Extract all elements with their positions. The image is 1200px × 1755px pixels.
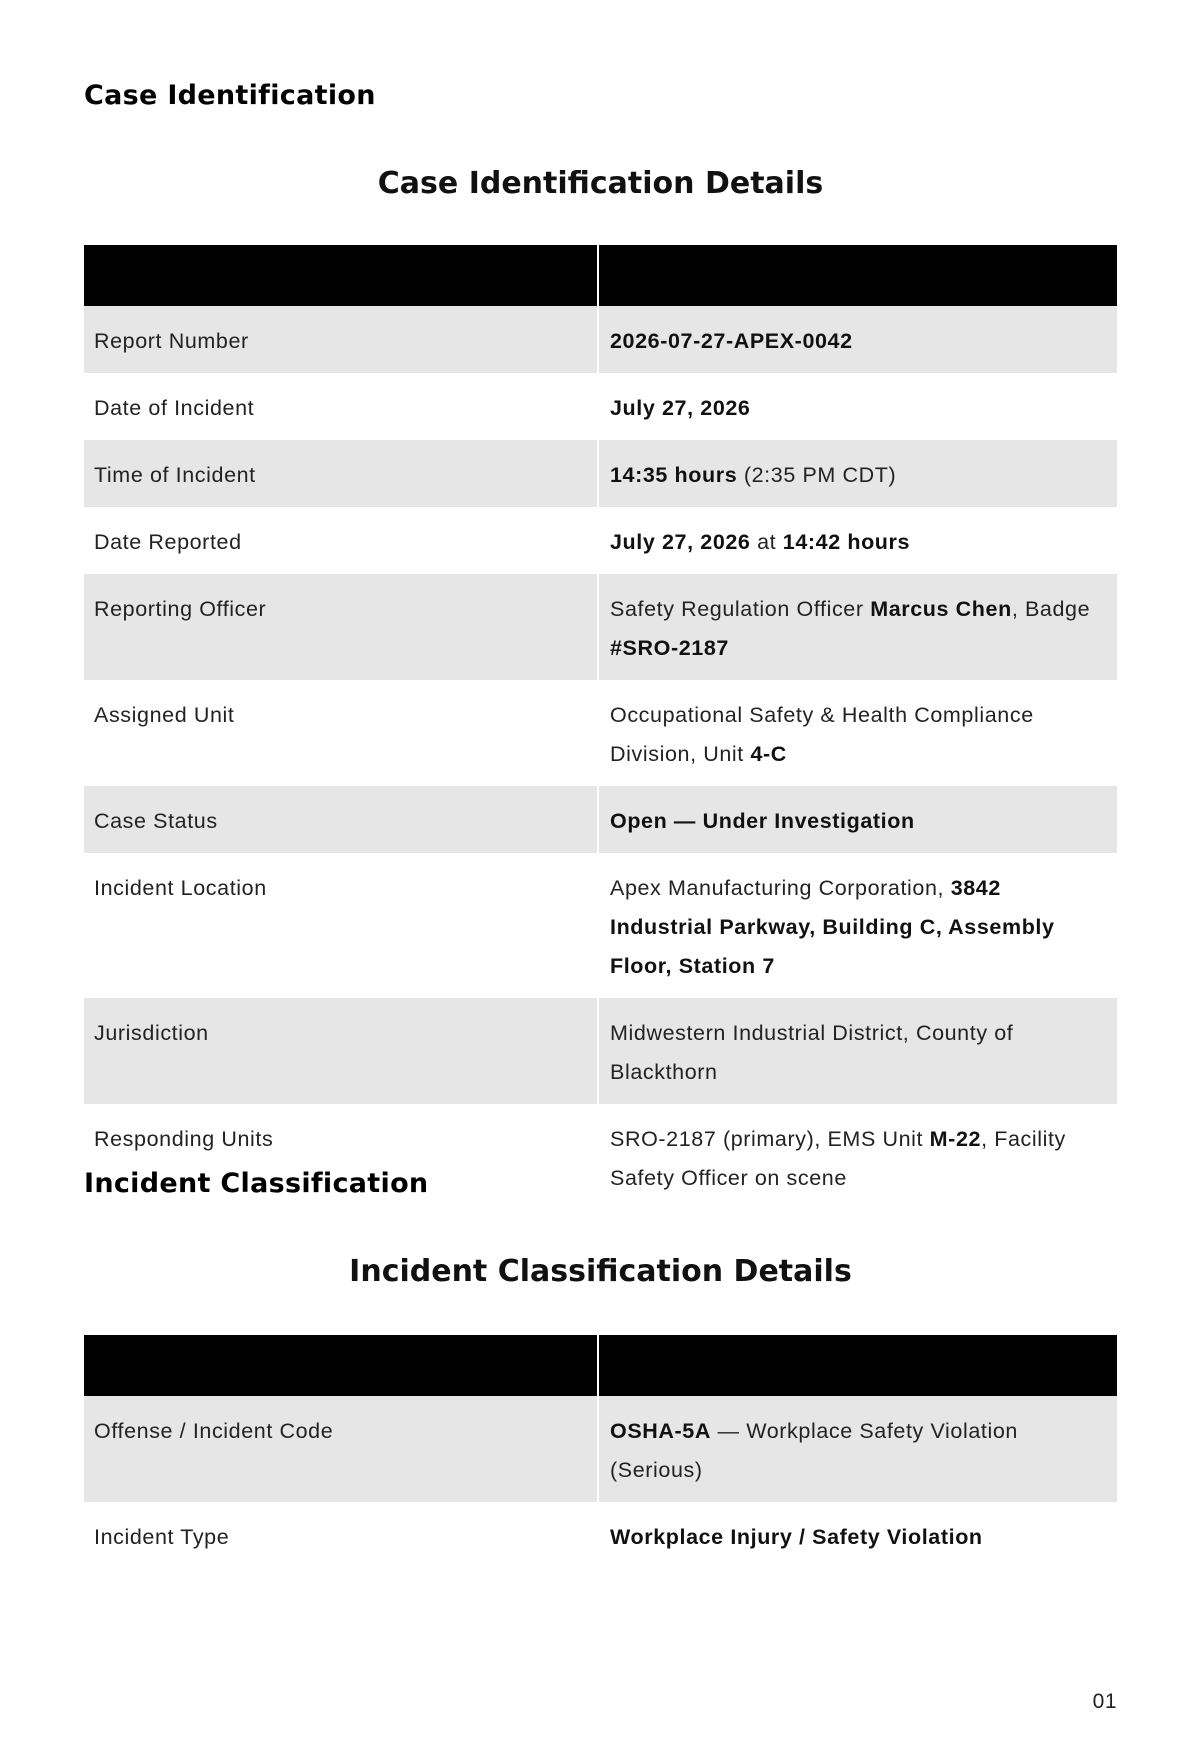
value-text: — Workplace Safety Violation (Serious) — [610, 1419, 1018, 1482]
header-cell — [84, 1335, 598, 1396]
table-header — [84, 1335, 1117, 1396]
row-label: Responding Units — [84, 1104, 598, 1210]
row-value — [598, 998, 1117, 1104]
table-row — [84, 1396, 1117, 1502]
table-row — [84, 306, 1117, 373]
section-heading-incident-classification: Incident Classification — [84, 1168, 429, 1199]
row-value — [598, 853, 1117, 998]
value-emphasis: July 27, 2026 — [610, 396, 751, 420]
table-row — [84, 786, 1117, 853]
row-label: Reporting Officer — [84, 574, 598, 680]
value-emphasis: 3842 Industrial Parkway, Building C, Assembly Floor, Station 7 — [610, 876, 1055, 978]
header-cell — [84, 245, 598, 306]
value-text: , Facility Safety Officer on scene — [610, 1127, 1066, 1190]
row-label: Offense / Incident Code — [84, 1396, 598, 1502]
row-label: Date of Incident — [84, 373, 598, 440]
table-title-case-identification: Case Identification Details — [377, 166, 824, 201]
row-label: Incident Location — [84, 853, 598, 998]
value-text: Midwestern Industrial District, County of Blackthorn — [610, 1021, 1014, 1084]
value-text: Occupational Safety & Health Compliance Division, Unit — [610, 703, 1034, 766]
value-emphasis: 4-C — [750, 742, 787, 766]
table-header — [84, 245, 1117, 306]
value-emphasis: 14:35 hours — [610, 463, 738, 487]
value-text: at — [750, 530, 783, 554]
page-number: 01 — [1092, 1690, 1117, 1713]
header-cell — [598, 245, 1117, 306]
value-emphasis: Workplace Injury / Safety Violation — [610, 1525, 983, 1549]
header-cell — [598, 1335, 1117, 1396]
value-text: Apex Manufacturing Corporation, — [610, 876, 951, 900]
row-value — [598, 1502, 1117, 1569]
table-body — [84, 306, 1117, 1210]
row-value — [598, 680, 1117, 786]
table-row — [84, 853, 1117, 998]
row-value — [598, 440, 1117, 507]
value-text: , Badge — [1011, 597, 1091, 621]
row-value — [598, 574, 1117, 680]
table-row — [84, 440, 1117, 507]
table-row — [84, 998, 1117, 1104]
value-emphasis: OSHA-5A — [610, 1419, 711, 1443]
section-heading-case-identification: Case Identification — [84, 80, 376, 111]
row-value — [598, 1396, 1117, 1502]
case-identification-table — [84, 245, 1117, 1210]
row-label: Report Number — [84, 306, 598, 373]
value-text: Safety Regulation Officer — [610, 597, 871, 621]
table-row — [84, 507, 1117, 574]
table-row — [84, 1502, 1117, 1569]
table-title-incident-classification: Incident Classification Details — [349, 1254, 852, 1289]
value-emphasis: M-22 — [929, 1127, 982, 1151]
row-value — [598, 373, 1117, 440]
row-label: Jurisdiction — [84, 998, 598, 1104]
row-value — [598, 786, 1117, 853]
value-emphasis: 2026-07-27-APEX-0042 — [610, 329, 853, 353]
value-emphasis: Marcus Chen — [870, 597, 1012, 621]
row-value — [598, 507, 1117, 574]
table-row — [84, 574, 1117, 680]
value-emphasis: Open — Under Investigation — [610, 809, 915, 833]
row-label: Assigned Unit — [84, 680, 598, 786]
row-value — [598, 1104, 1117, 1210]
table-row — [84, 373, 1117, 440]
row-label: Time of Incident — [84, 440, 598, 507]
table-body — [84, 1396, 1117, 1569]
row-label: Case Status — [84, 786, 598, 853]
row-label: Date Reported — [84, 507, 598, 574]
value-text: SRO-2187 (primary), EMS Unit — [610, 1127, 930, 1151]
value-emphasis: #SRO-2187 — [610, 636, 729, 660]
row-label: Incident Type — [84, 1502, 598, 1569]
value-emphasis: 14:42 hours — [782, 530, 911, 554]
table-row — [84, 680, 1117, 786]
row-value — [598, 306, 1117, 373]
incident-classification-table — [84, 1335, 1117, 1569]
value-emphasis: July 27, 2026 — [610, 530, 751, 554]
value-text: (2:35 PM CDT) — [737, 463, 897, 487]
